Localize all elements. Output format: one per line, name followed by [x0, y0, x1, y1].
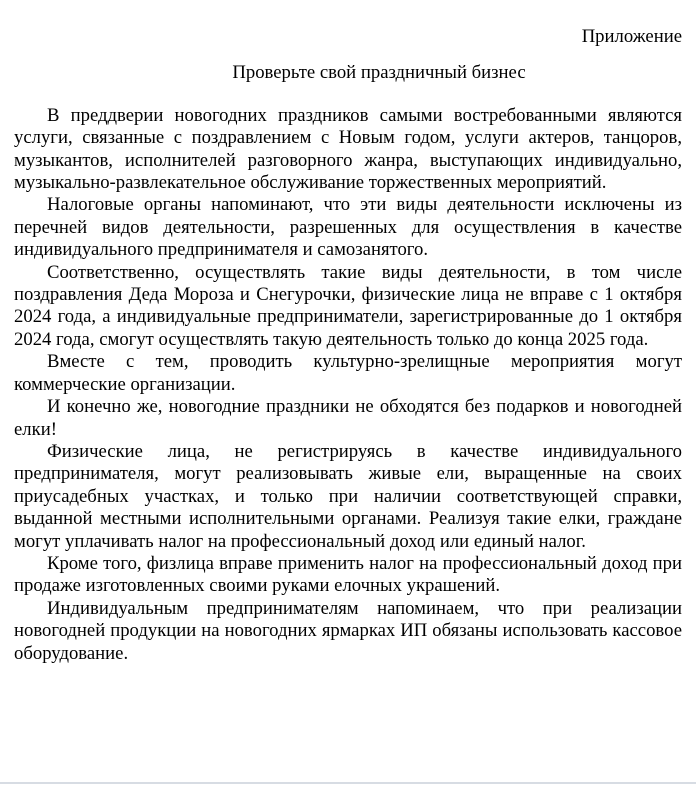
document-title: Проверьте свой праздничный бизнес [232, 62, 526, 84]
paragraph-8: Индивидуальным предпринимателям напоминаем, что при реализации новогодней продукции на новогодних ярмарках ИП обязаны использовать кассовое оборудование. [14, 597, 682, 664]
paragraph-3: Соответственно, осуществлять такие виды деятельности, в том числе поздравления Деда Мороза и Снегурочки, физические лица не вправе с 1 октября 2024 года, а индивидуальные предприниматели, зарегистрированные до 1 октября 2024 года, смогут осуществлять такую деятельность только до конца 2025 года. [14, 261, 682, 350]
paragraph-4: Вместе с тем, проводить культурно-зрелищные мероприятия могут коммерческие организации. [14, 351, 682, 395]
bottom-divider [0, 782, 696, 784]
paragraph-1: В преддверии новогодних праздников самыми востребованными являются услуги, связанные с поздравлением с Новым годом, услуги актеров, танцоров, музыкантов, исполнителей разговорного жанра, выступающих индивидуально, музыкально-развлекательное обслуживание торжественных мероприятий. [14, 104, 682, 194]
paragraph-7: Кроме того, физлица вправе применить налог на профессиональный доход при продаже изготовленных своими руками елочных украшений. [14, 552, 682, 597]
paragraph-2: Налоговые органы напоминают, что эти виды деятельности исключены из перечней видов деятельности, разрешенных для осуществления в качестве индивидуального предпринимателя и самозанятого. [14, 194, 682, 261]
appendix-label: Приложение [581, 26, 682, 47]
paragraph-5: И конечно же, новогодние праздники не обходятся без подарков и новогодней елки! [14, 396, 682, 440]
document-body [14, 105, 682, 665]
paragraph-6: Физические лица, не регистрируясь в качестве индивидуального предпринимателя, могут реализовывать живые ели, выращенные на своих приусадебных участках, и только при наличии соответствующей справки, выданной местными исполнительными органами. Реализуя такие елки, граждане могут уплачивать налог на профессиональный доход или единый налог. [14, 440, 682, 552]
document-page [0, 26, 696, 791]
